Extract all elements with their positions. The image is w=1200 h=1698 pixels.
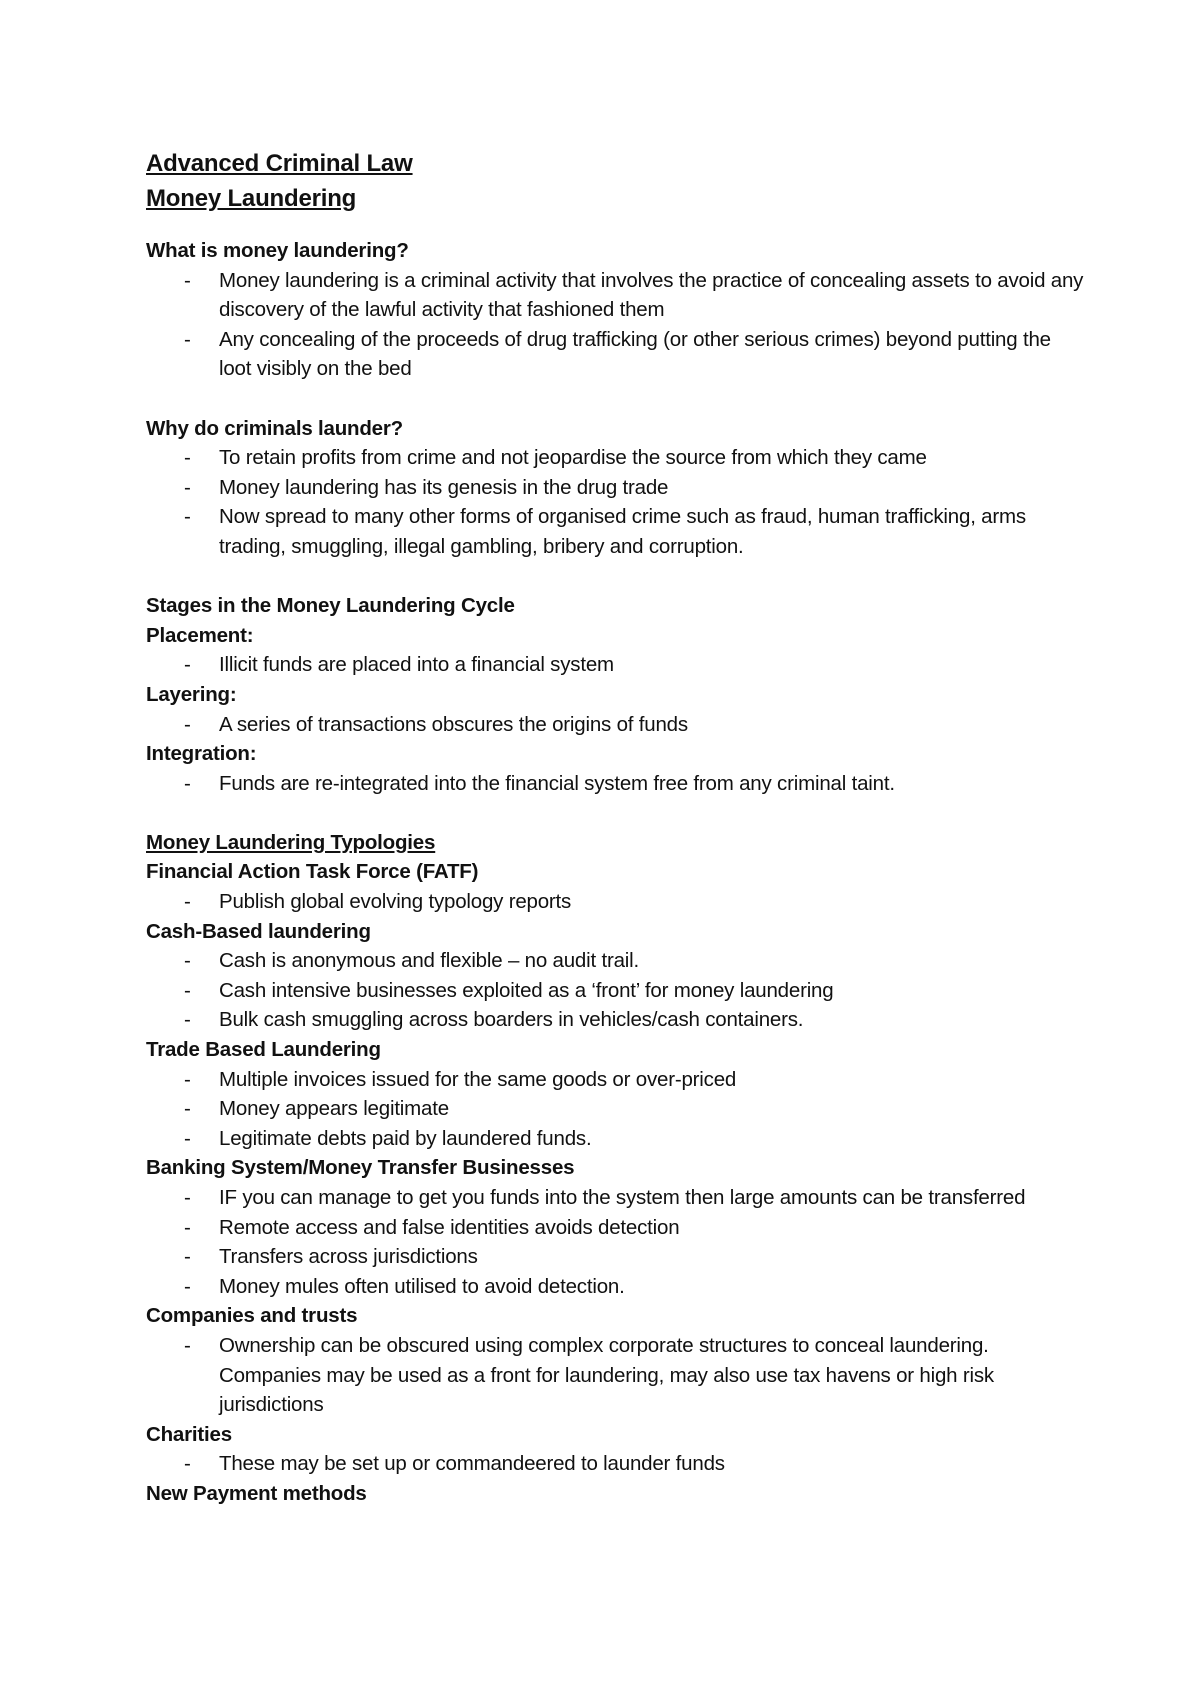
list-item: - Money laundering is a criminal activity that involves the practice of concealing assets to avoid any discovery of the lawful activity that fashioned them xyxy=(146,266,1086,325)
section-heading: Money Laundering Typologies xyxy=(146,830,436,854)
section-typologies xyxy=(146,828,1086,1509)
bullet-list xyxy=(146,1065,1086,1154)
list-item: - IF you can manage to get you funds into the system then large amounts can be transferred xyxy=(146,1183,1086,1213)
document-page xyxy=(146,146,1086,1509)
list-item: - Legitimate debts paid by laundered funds. xyxy=(146,1124,1086,1154)
list-item: - Money mules often utilised to avoid detection. xyxy=(146,1272,1086,1302)
list-item: - These may be set up or commandeered to launder funds xyxy=(146,1449,1086,1479)
list-item: - Cash intensive businesses exploited as a ‘front’ for money laundering xyxy=(146,976,1086,1006)
section-stages xyxy=(146,591,1086,798)
list-item: - Bulk cash smuggling across boarders in vehicles/cash containers. xyxy=(146,1005,1086,1035)
document-subtitle: Money Laundering xyxy=(146,185,357,212)
subheading-companies: Companies and trusts xyxy=(146,1304,358,1328)
section-heading: What is money laundering? xyxy=(146,239,409,262)
list-item: - Money appears legitimate xyxy=(146,1094,1086,1124)
bullet-list xyxy=(146,1449,1086,1479)
subheading-integration: Integration: xyxy=(146,742,257,766)
subheading-trade-based: Trade Based Laundering xyxy=(146,1038,381,1062)
subheading-layering: Layering: xyxy=(146,682,237,706)
document-title: Advanced Criminal Law xyxy=(146,150,413,177)
list-item: - To retain profits from crime and not jeopardise the source from which they came xyxy=(146,443,1086,473)
bullet-list xyxy=(146,1331,1086,1420)
subheading-placement: Placement: xyxy=(146,623,254,647)
bullet-list xyxy=(146,443,1086,561)
subheading-charities: Charities xyxy=(146,1422,232,1446)
list-item: - Ownership can be obscured using complex corporate structures to conceal laundering. Companies may be used as a front for laundering, may also use tax havens or high risk jurisdictions xyxy=(146,1331,1086,1420)
section-what-is xyxy=(146,236,1086,384)
bullet-list xyxy=(146,266,1086,384)
bullet-list xyxy=(146,887,1086,917)
list-item: - Remote access and false identities avoids detection xyxy=(146,1213,1086,1243)
list-item: - Transfers across jurisdictions xyxy=(146,1242,1086,1272)
subheading-banking: Banking System/Money Transfer Businesses xyxy=(146,1156,575,1180)
bullet-list xyxy=(146,1183,1086,1301)
section-why xyxy=(146,414,1086,562)
list-item: - Now spread to many other forms of organised crime such as fraud, human trafficking, arms trading, smuggling, illegal gambling, bribery and corruption. xyxy=(146,502,1086,561)
bullet-list xyxy=(146,769,1086,799)
section-heading: Why do criminals launder? xyxy=(146,416,403,440)
list-item: - Multiple invoices issued for the same goods or over-priced xyxy=(146,1065,1086,1095)
list-item: - Illicit funds are placed into a financial system xyxy=(146,650,1086,680)
bullet-list xyxy=(146,946,1086,1035)
list-item: - Any concealing of the proceeds of drug trafficking (or other serious crimes) beyond putting the loot visibly on the bed xyxy=(146,325,1086,384)
subheading-fatf: Financial Action Task Force (FATF) xyxy=(146,860,479,884)
subheading-new-payment: New Payment methods xyxy=(146,1481,367,1505)
list-item: - Money laundering has its genesis in the drug trade xyxy=(146,473,1086,503)
bullet-list xyxy=(146,710,1086,740)
list-item: - A series of transactions obscures the origins of funds xyxy=(146,710,1086,740)
bullet-list xyxy=(146,650,1086,680)
section-heading: Stages in the Money Laundering Cycle xyxy=(146,594,515,618)
list-item: - Publish global evolving typology reports xyxy=(146,887,1086,917)
list-item: - Funds are re-integrated into the financial system free from any criminal taint. xyxy=(146,769,1086,799)
list-item: - Cash is anonymous and flexible – no audit trail. xyxy=(146,946,1086,976)
subheading-cash-based: Cash-Based laundering xyxy=(146,919,371,943)
